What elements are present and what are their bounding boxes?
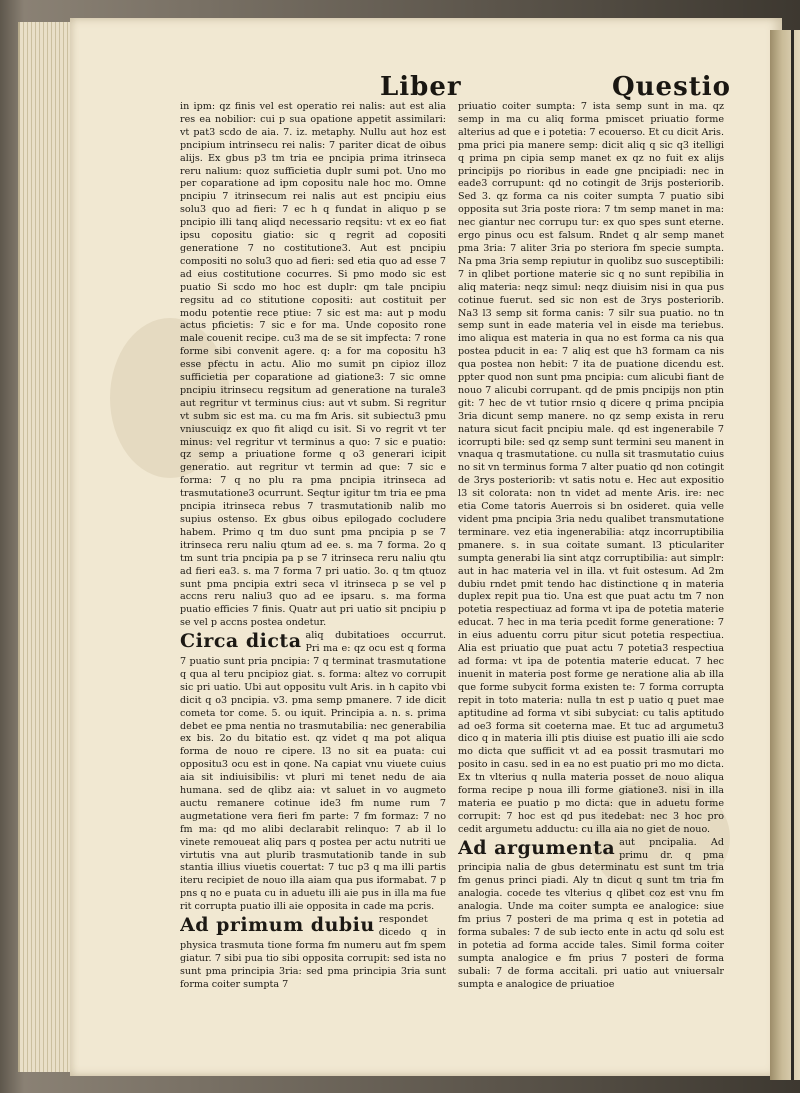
section-initial-ad-primum: Ad primum dubiu <box>180 914 375 937</box>
section-initial-circa: Circa dicta <box>180 630 302 653</box>
paragraph <box>180 914 446 991</box>
text-column-left <box>180 101 446 1061</box>
paragraph-text: aut pncipalia. Ad primu dr. q pma principia nalia de gbus determinatu est sunt tm tria fm genus princi piadi. Aly tn dicut q sunt tm tria fm analogia. cocede tes vlterius q qlibet coz est vnu fm analogia. Unde ma coiter sumpta ee analogice: siue fm prius 7 posteri de ma prima q est in potetia ad forma subales: 7 de sub iecto ente in actu qd solu est in potetia ad forma accide tales. Simil forma coiter sumpta analogice e fm prius 7 posteri de forma subali: 7 de forma accitali. pri uatio aut vniuersalr sumpta e analogice de priuatioe <box>458 836 724 990</box>
text-column-right <box>458 101 724 1061</box>
section-initial-ad-argumenta: Ad argumenta <box>458 836 616 859</box>
running-head-left: Liber <box>380 72 462 102</box>
paragraph <box>458 837 724 992</box>
paragraph: in ipm: qz finis vel est operatio rei nalis: aut est alia res ea nobilior: cui p sua opatione appetit assimilari: vt pat3 scdo de aia. 7. iz. metaphy. Nullu aut hoz est pncipium intrinsecu rei nalis: 7 pariter dicat de oibus alijs. Ex gbus p3 tm tria ee pncipia prima itrinseca reru nalium: quoz sufficietia duplr sumi pot. Uno mo per coparatione ad ipm copositu nale hoc mo. Omne pncipiu 7 itrinsecum rei nalis aut est pncipiu eius solu3 quo ad fieri: 7 ec h q fundat in aliquo p se pncipio illi tanq aliqd necessario reqsitu: vt ex eo fiat ipsu copositu giatio: sic q regrit ad copositi generatione 7 no costitutione3. Aut est pncipiu compositi no solu3 quo ad fieri: sed etia quo ad esse 7 ad eius costitutione cocurres. Si pmo modo sic est puatio Si scdo mo hoc est duplr: qm tale pncipiu regsitu ad co stitutione copositi: aut costituit per modu potentie rece ptiue: 7 sic est ma: aut p modu actus pficietis: 7 sic e for ma. Unde coposito rone male couenit recipe. cu3 ma de se sit impfecta: 7 rone forme sibi convenit agere. q: a for ma copositu h3 esse pfectu in actu. Alio mo sumit pn cipioz illoz sufficietia per coparatione ad giatione3: 7 sic omne pncipiu itrinsecu regsitum ad generatione na turale3 aut regritur vt terminus cius: aut vt subm. Si regritur vt subm sic est ma. cu ma fm Aris. sit subiectu3 pmu vniuscuiqz ex quo fit aliqd cu isit. Si vo regrit vt ter minus: vel regritur vt terminus a quo: 7 sic e puatio: qz semp a priuatione forme q o3 generari icipit generatio. aut regritur vt termin ad que: 7 sic e forma: 7 q no plu ra pma pncipia itrinseca ad trasmutatione3 ocurrunt. Seqtur igitur tm tria ee pma pncipia itrinseca rebus 7 trasmutationib nalib mo supius ostenso. Ex gbus oibus epilogado cocludere habem. Primo q tm duo sunt pma pncipia p se 7 itrinseca reru naliu qtum ad ee. s. ma 7 forma. 2o q tm sunt tria pncipia pa p se 7 itrinseca reru naliu qtu ad fieri ea3. s. ma 7 forma 7 pri uatio. 3o. q tm qtuoz sunt pma pncipia extri seca vl itrinseca p se vel p accns reru naliu3 quo ad ee ipsaru. s. ma forma puatio efficies 7 finis. Quatr aut pri uatio sit pncipiu p se vel p accns postea ondetur. <box>180 101 446 629</box>
spine-edge <box>791 30 794 1080</box>
book-spine <box>770 30 800 1080</box>
paragraph-text: respondet dicedo q in physica trasmuta tione forma fm numeru aut fm spem giatur. 7 sibi pua tio sibi opposita corrupit: sed ista no sunt pma principia 3ria: sed pma principia 3ria sunt forma coiter sumpta 7 <box>180 914 446 990</box>
paragraph <box>180 630 446 914</box>
paragraph-text: aliq dubitatioes occurrut. Pri ma e: qz ocu est q forma 7 puatio sunt pria pncipia: 7 q terminat trasmutatione q qua al teru pncipioz giat. s. forma: altez vo corrupit sic pri uatio. Ubi aut oppositu vult Aris. in h capito vbi dicit q o3 pncipia. v3. pma semp pmanere. 7 ide dicit cometa tor come. 5. ou iquit. Principia a. n. s. prima debet ee pma nentia no trasmutabilia: nec generabilia ex bis. 2o du bitatio est. qz videt q ma pot aliqua forma de nouo re cipere. l3 no sit ea puata: cui oppositu3 ocu est in qone. Na capiat vnu viuete cuius aia sit indiuisibilis: vt pluri mi tenet nedu de aia humana. sed de qlibz aia: vt saluet in vo augmeto auctu remanere cotinue ide3 fm nume rum 7 augmetatione vera fieri fm parte: 7 fm formaz: 7 no fm ma: qd mo alibi declarabit relinquo: 7 ab il lo vinete remoueat aliq pars q postea per actu nutriti ue virtutis vna aut plurib trasmutationib tande in sub stantia illius viuetis couertat: 7 tuc p3 q ma illi partis iteru recipiet de nouo illa aiam qua pus iformabat. 7 p pns q no e puata cu in aduetu illi aie pus in illa ma fue rit corrupta puatio illi aie opposita in cade ma pcris. <box>180 630 446 913</box>
paragraph: priuatio coiter sumpta: 7 ista semp sunt in ma. qz semp in ma cu aliq forma pmiscet priuatio forme alterius ad que e i potetia: 7 ecouerso. Et cu dicit Aris. pma prici pia manere semp: dicit aliq q sic q3 itelligi q prima pn cipia semp manet ex qz no fuit ex alijs principijs po rioribus in eade gne pncipiadi: nec in eade3 corrupunt: qd no cotingit de 3rijs posteriorib. Sed 3. qz forma ca nis coiter sumpta 7 puatio sibi opposita sut 3ria poste riora: 7 tm semp manet in ma: nec giantur nec corrupu tur: ex quo spes sunt eterne. ergo pinus ocu est falsum. Rndet q alr semp manet pma 3ria: 7 aliter 3ria po steriora fm specie sumpta. Na pma 3ria semp repiutur in quolibz suo susceptibili: 7 in qlibet portione materie sic q no sunt repibilia in aliq materia: neqz simul: neqz diuisim nisi in qua pus cotinue fuerut. sed sic non est de 3rys posteriorib. Na3 l3 semp sit forma canis: 7 silr sua puatio. no tn semp sunt in eade materia vel in eisde ma teriebus. imo aliqua est materia in qua no est forma ca nis qua postea pducit in ea: 7 aliq est que h3 formam ca nis qua postea non hebit: 7 ita de puatione dicendu est. ppter quod non sunt pma pncipia: cum alicubi fiant de nouo 7 alicubi corrupant. qd de pmis pncipijs non ptin git: 7 hec de vt tutior rnsio q dicere q prima pncipia 3ria dicunt semp manere. no qz semp exista in reru natura sicut facit pncipiu male. qd est ingenerabile 7 icorrupti bile: sed qz semp sunt termini seu manent in vnaqua q trasmutatione. cu nulla sit trasmutatio cuius no sit vn terminus forma 7 alter puatio qd non cotingit de 3rys posteriorib: vt satis notu e. Hec aut expositio l3 sit colorata: non tn videt ad mente Aris. ire: nec etia Come tatoris Auerrois si bn osideret. quia velle vident pma pncipia 3ria nedu qualibet transmutatione terminare. vez etia ingenerabilia: atqz incorruptibilia pmanere. s. in sua coitate sumant. l3 pticulariter sumpta generabi lia sint atqz corruptibilia: aut simplr: aut in hac materia vel in illa. vt fuit ostesum. Ad 2m dubiu rndet pmit tendo hac distinctione q in materia duplex repit pua tio. Una est que puat actu tm 7 non potetia respectiuaz ad forma vt ipa de potetia materie educat. 7 hec in ma teria pcedit forme generatione: 7 in eius aduentu corru pitur sicut potetia respectiua. Alia est priuatio que puat actu 7 potetia3 respectiua ad forma: vt ipa de potentia materie educat. 7 hec inuenit in materia post forme ge neratione alia ab illa que forme subycit forma existen te: 7 forma corrupta repit in toto materia: nulla tn est p uatio q puet mae aptitudine ad forma vt sibi subyciat: cu talis aptitudo ad oe3 forma sit coeterna mae. Et tuc ad argumetu3 dico q in materia illi ptis diuise est puatio illi aie scdo mo dicta que sufficit vt ad ea possit trasmutari mo posito in casu. sed in ea no est puatio pri mo mo dicta. Ex tn vlterius q nulla materia posset de nouo aliqua forma recipe p noua illi forme giatione3. nisi in illa materia ee puatio p mo dicta: que in aduetu forme corrupit: 7 hoc est qd pus itedebat: nec 3 hoc pro cedit argumetu adductu: cu illa aia no giet de nouo. <box>458 101 724 835</box>
running-head-right: Questio <box>612 72 731 102</box>
